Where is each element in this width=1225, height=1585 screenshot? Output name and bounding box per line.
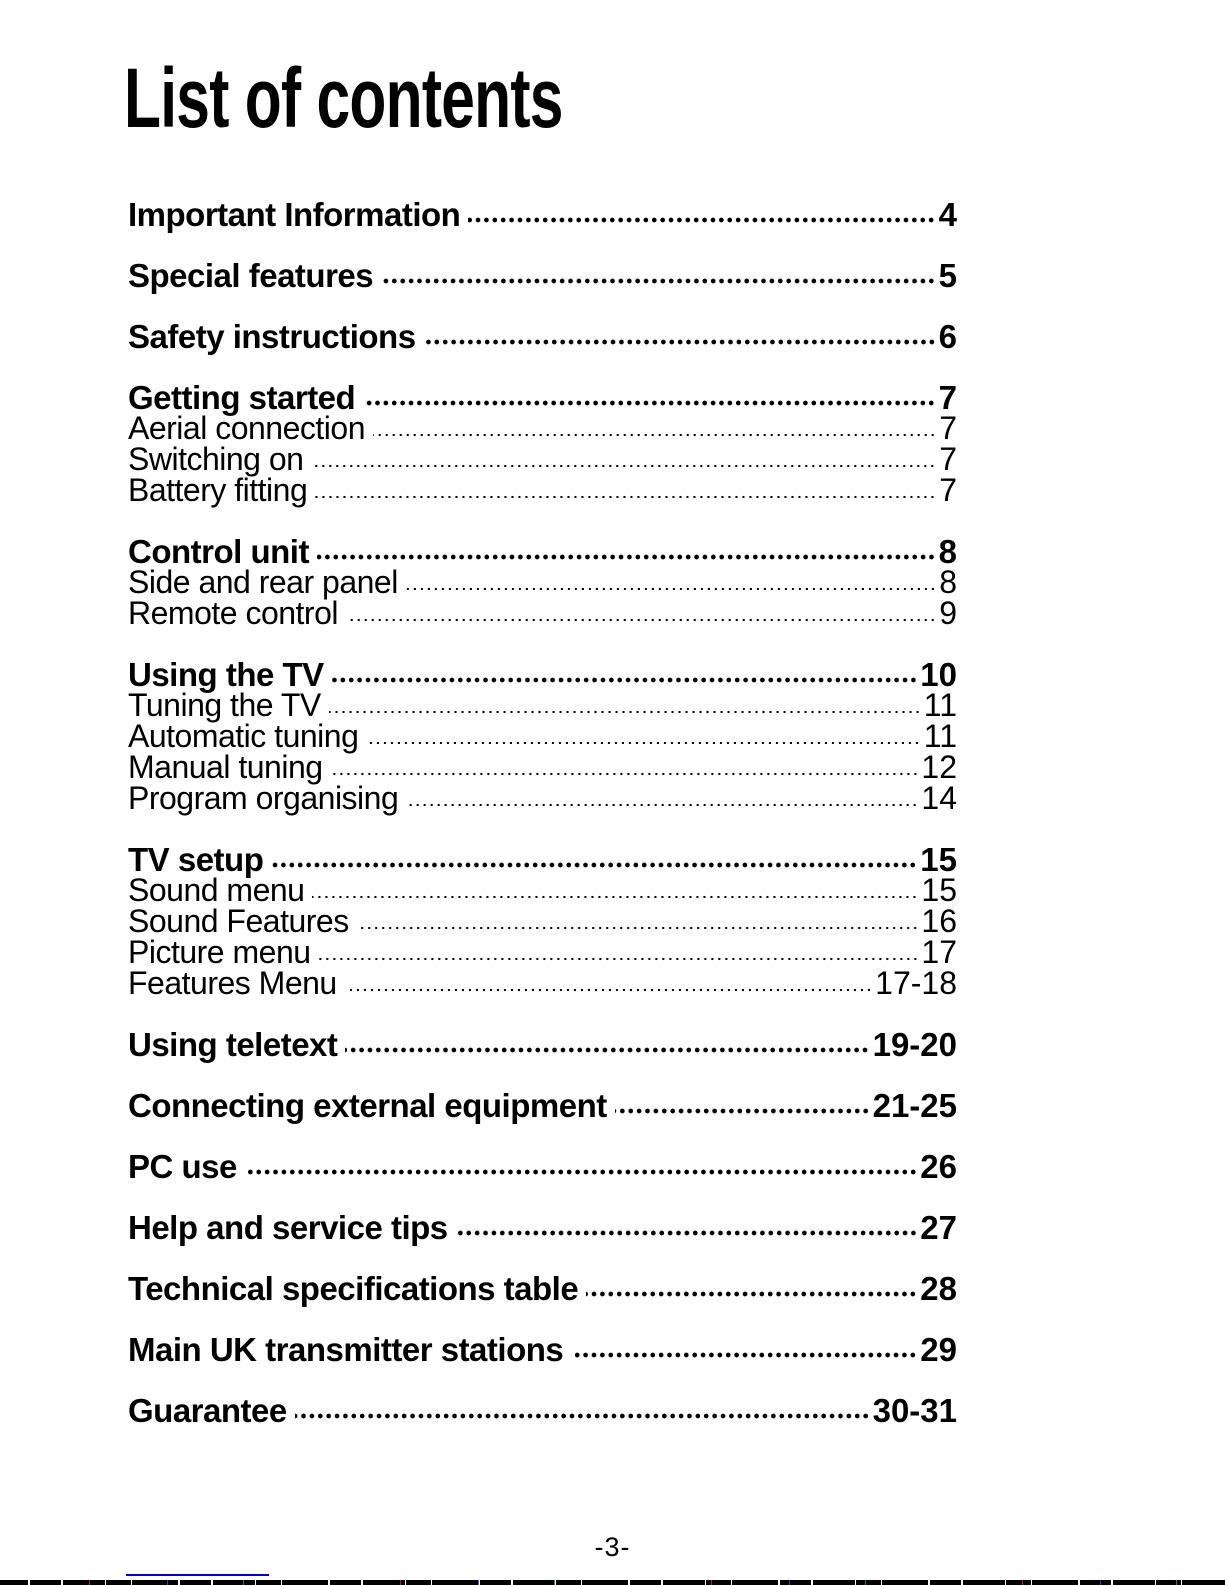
toc-entry-page: 7	[938, 379, 957, 416]
toc-entry	[128, 749, 957, 785]
toc-entry	[128, 934, 957, 970]
toc-entry	[128, 1087, 957, 1124]
toc-entry-page: 15	[920, 841, 957, 878]
dotted-leader	[329, 710, 921, 714]
toc-entry-page: 7	[939, 472, 957, 508]
toc-entry-label: Important Information	[128, 196, 461, 233]
dotted-leader	[424, 339, 936, 345]
dotted-leader	[346, 618, 936, 622]
page-title: List of contents	[124, 51, 563, 145]
toc-entry-page: 7	[939, 441, 957, 477]
blue-underline-mark	[126, 1574, 269, 1576]
toc-entry	[128, 841, 957, 878]
toc-entry-label: Switching on	[128, 441, 304, 477]
scan-bottom-edge	[0, 1580, 1225, 1585]
dotted-leader	[381, 278, 936, 284]
dotted-leader	[357, 926, 919, 930]
toc-entry-page: 6	[938, 318, 957, 355]
toc-entry-label: Main UK transmitter stations	[128, 1331, 564, 1368]
toc-entry-page: 30-31	[872, 1392, 957, 1429]
toc-entry-page: 11	[923, 718, 957, 754]
dotted-leader	[345, 1047, 869, 1053]
toc-entry	[128, 196, 957, 233]
toc-entry-label: Picture menu	[128, 934, 311, 970]
toc-entry	[128, 903, 957, 939]
toc-entry-label: Special features	[128, 257, 374, 294]
dotted-leader	[271, 862, 917, 868]
toc-entry-label: TV setup	[128, 841, 264, 878]
toc-entry	[128, 965, 957, 1001]
toc-entry-label: Side and rear panel	[128, 564, 398, 600]
toc-entry-page: 15	[921, 872, 957, 908]
toc-entry	[128, 257, 957, 294]
toc-entry	[128, 595, 957, 631]
toc-entry	[128, 718, 957, 754]
toc-entry	[128, 472, 957, 508]
toc-entry-page: 11	[923, 687, 957, 723]
toc-entry-page: 10	[920, 656, 957, 693]
toc-entry-page: 21-25	[872, 1087, 957, 1124]
dotted-leader	[406, 587, 936, 591]
toc-entry-page: 9	[939, 595, 957, 631]
toc-entry-label: Battery fitting	[128, 472, 308, 508]
dotted-leader	[311, 464, 936, 468]
dotted-leader	[366, 741, 920, 745]
dotted-leader	[245, 1169, 917, 1175]
dotted-leader	[373, 433, 936, 437]
toc-entry-label: Help and service tips	[128, 1209, 448, 1246]
toc-entry	[128, 1270, 957, 1307]
dotted-leader	[615, 1108, 870, 1114]
toc-entry-label: Control unit	[128, 533, 309, 570]
toc-entry	[128, 656, 957, 693]
toc-entry-page: 12	[921, 749, 957, 785]
toc-entry-page: 26	[920, 1148, 957, 1185]
toc-entry-page: 4	[938, 196, 957, 233]
toc-entry	[128, 1148, 957, 1185]
toc-entry-label: Program organising	[128, 780, 399, 816]
toc-entry-label: Using the TV	[128, 656, 324, 693]
dotted-leader	[317, 554, 936, 560]
toc-entry	[128, 1209, 957, 1246]
page-number: -3-	[594, 1532, 631, 1562]
toc-entry-label: Aerial connection	[128, 410, 365, 446]
toc-entry-label: Sound Features	[128, 903, 349, 939]
toc-entry-page: 28	[920, 1270, 957, 1307]
toc-entry-page: 8	[938, 533, 957, 570]
toc-entry-label: Technical specifications table	[128, 1270, 579, 1307]
toc-entry-label: Automatic tuning	[128, 718, 359, 754]
dotted-leader	[295, 1413, 870, 1419]
table-of-contents	[128, 169, 957, 1429]
toc-entry	[128, 441, 957, 477]
toc-entry	[128, 872, 957, 908]
toc-entry	[128, 410, 957, 446]
toc-entry-page: 14	[921, 780, 957, 816]
toc-entry-label: Safety instructions	[128, 318, 416, 355]
toc-entry-page: 19-20	[872, 1026, 957, 1063]
toc-entry-page: 29	[920, 1331, 957, 1368]
toc-entry-label: PC use	[128, 1148, 237, 1185]
dotted-leader	[345, 988, 872, 992]
toc-entry	[128, 533, 957, 570]
dotted-leader	[571, 1352, 917, 1358]
toc-entry	[128, 1392, 957, 1429]
toc-entry-label: Getting started	[128, 379, 356, 416]
dotted-leader	[319, 957, 919, 961]
toc-entry-label: Guarantee	[128, 1392, 287, 1429]
toc-entry-label: Features Menu	[128, 965, 337, 1001]
toc-entry-page: 5	[938, 257, 957, 294]
dotted-leader	[312, 895, 918, 899]
toc-entry-label: Sound menu	[128, 872, 305, 908]
dotted-leader	[468, 217, 935, 223]
toc-entry-page: 17	[921, 934, 957, 970]
toc-entry-page: 16	[921, 903, 957, 939]
dotted-leader	[586, 1291, 917, 1297]
toc-entry	[128, 1026, 957, 1063]
dotted-leader	[315, 495, 936, 499]
toc-entry-page: 7	[939, 410, 957, 446]
toc-entry-label: Tuning the TV	[128, 687, 321, 723]
toc-entry-page: 8	[939, 564, 957, 600]
toc-entry	[128, 1331, 957, 1368]
toc-entry-label: Using teletext	[128, 1026, 338, 1063]
toc-entry	[128, 564, 957, 600]
toc-entry-page: 27	[920, 1209, 957, 1246]
toc-entry	[128, 318, 957, 355]
toc-entry-label: Connecting external equipment	[128, 1087, 607, 1124]
toc-entry	[128, 379, 957, 416]
dotted-leader	[363, 400, 935, 406]
dotted-leader	[406, 803, 918, 807]
dotted-leader	[332, 677, 918, 683]
dotted-leader	[456, 1230, 918, 1236]
dotted-leader	[331, 772, 919, 776]
toc-entry	[128, 687, 957, 723]
toc-entry-label: Manual tuning	[128, 749, 323, 785]
toc-entry-label: Remote control	[128, 595, 338, 631]
toc-entry	[128, 780, 957, 816]
toc-entry-page: 17-18	[875, 965, 957, 1001]
